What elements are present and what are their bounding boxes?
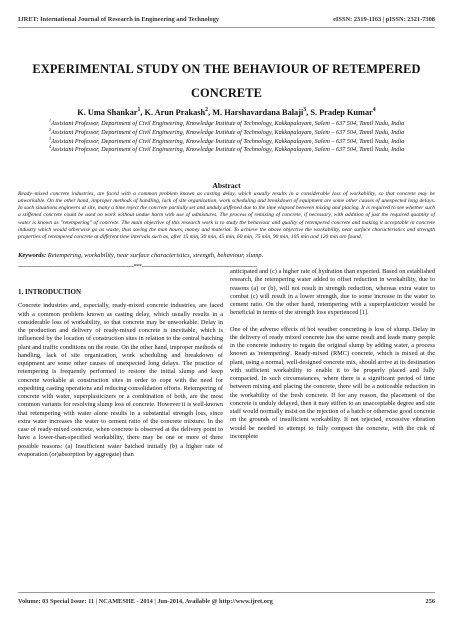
author-affiliation-marker: 1 [137, 107, 141, 114]
page-header [18, 16, 435, 23]
left-column [18, 288, 223, 467]
body-paragraph: anticipated and (c) a higher rate of hydration than expected. Based on established research, the retempering water added to offset reduction in workability, due to reasons (a) or (b), will not result in strength reduction, whereas extra water to combat (c) will result in a lower strength, due to some increase in the water to cement ratio. On the other hand, retempering with a superplasticizer would be beneficial in terms of the strength loss experienced [1]. [230, 268, 435, 317]
author-separator: , [140, 108, 145, 117]
abstract-heading: Abstract [212, 181, 241, 190]
section-separator: --------------------------------------------------------------------***-------------------------------------------------------------------- [18, 264, 258, 270]
author-list [18, 108, 435, 117]
author-name: K. Arun Prakash [144, 108, 206, 117]
keywords [18, 252, 435, 259]
author-affiliation-marker: 2 [205, 107, 209, 114]
author-separator: , [306, 108, 311, 117]
author-affiliation-marker: 4 [372, 107, 376, 114]
affiliation [24, 135, 429, 146]
volume-info: Volume: 03 Special Issue: 11 | NCAMESHE - 2014 | Jun-2014, Available @ http://www.ijret.org [18, 598, 273, 605]
author-separator: , [208, 108, 213, 117]
affiliation-text: Assistant Professor, Department of Civil Engineering, Knowledge Institute of Technology, Kakkapalayam, Salem – 637 504, Tamil Nadu, India [50, 120, 405, 127]
affiliation [24, 117, 429, 128]
issn: eISSN: 2319-1163 | pISSN: 2321-7308 [333, 16, 435, 23]
affiliation-marker: 3 [48, 135, 51, 141]
header-divider [18, 27, 435, 28]
author-name: K. Uma Shankar [77, 108, 138, 117]
body-paragraph: Concrete industries and, especially, ready-mixed concrete industries, are faced with a common problem known as casting delay, which usually results in a considerable loss of workability, so that concrete may be unworkable. Delay in the production and delivery of ready-mixed concrete is inevitable, which is influenced by the location of construction sites in relation to the central batching plant and traffic conditions on the route. On the other hand, improper methods of handling, lack of site organization, work scheduling and breakdown of equipment are some other causes of unexpected long delays. The practice of retempering is frequently performed to restore the initial slump and keep concrete workable at construction sites in order to cope with the need for expediting casting operations and reducing consolidation efforts. Retempering of concrete with water, superplasticizers or a combination of both, are the most common variants for resolving slump loss of concrete. However it is well-known that retempering with water alone results in a substantial strength loss, since extra water increases the water to cement ratio of the concrete mixture. In the case of ready-mixed concrete, when concrete is observed at the delivery point to have a lower-than-specified workability, there may be one or more of three possible reasons: (a) Insufficient water batched initially (b) a higher rate of evaporation (or)absorption by aggregate) than [18, 302, 223, 458]
paper-title: EXPERIMENTAL STUDY ON THE BEHAVIOUR OF RETEMPERED CONCRETE [32, 62, 421, 100]
abstract-text: Ready–mixed concrete industries, are faced with a common problem known as casting delay, which usually results in a considerable loss of workability, so that concrete may be unworkable. On the other hand, improper methods of handling, lack of site organization, work scheduling and breakdown of equipment are some other causes of unexpected long delays. In such situations engineers at site, many a time reject the concrete partially set and unduly stiffened due to the time elapsed between mixing and placing. It is required to see whether such a stiffened concrete could be used on work without undue harm with use of admixtures. The process of remixing of concrete, if necessary, with addition of just the required quantity of water is known as "retempering" of concrete. The main objective of this research work is to study the behaviour and quality of retempered concrete and making it acceptable in concrete industry which would otherwise go as waste, thus saving the man hours, money and material. To achieve the above objective the workability, near surface characteristics and strength properties of retempered concrete at different time intervals such as, after 15 min, 30 min, 45 min, 60 min, 75 min, 90 min, 105 min and 120 min are found. [18, 191, 435, 240]
author-name: S. Pradep Kumar [310, 108, 373, 117]
keywords-text: Retempering, workability, near surface characteristics, strength, behaviour, slump. [46, 252, 264, 259]
affiliation-marker: 2 [48, 126, 51, 132]
author-name: M. Harshavardana Balaji [212, 108, 304, 117]
author-affiliation-marker: 3 [303, 107, 307, 114]
page-number: 256 [425, 598, 435, 605]
footer-divider [18, 592, 435, 593]
keywords-label: Keywords: [18, 252, 47, 259]
affiliation-list [24, 117, 429, 155]
affiliation [24, 146, 429, 154]
affiliation-text: Assistant Professor, Department of Civil Engineering, Knowledge Institute of Technology, Kakkapalayam, Salem – 637 504, Tamil Nadu, India [50, 137, 405, 145]
affiliation-text: Assistant Professor, Department of Civil Engineering, Knowledge Institute of Technology, Kakkapalayam, Salem – 637 504, Tamil Nadu, India [50, 146, 405, 154]
page-footer [18, 598, 435, 605]
body-paragraph: One of the adverse effects of hot weather concreting is loss of slump. Delay in the delivery of ready mixed concrete has the same result and leads many people in the concrete industry to regain the original slump by adding water, a process known as 'retempering'. Ready-mixed (RMC) concrete, which is mixed at the plant, using a normal, well-designed concrete mix, should arrive at its destination with sufficient workability to enable it to be properly placed and fully compacted. In such circumstances, where there is a significant period of time between mixing and placing the concrete, there will be a noticeable reduction in the workability of the fresh concrete. If for any reason, the placement of the concrete is unduly delayed, then it may stiffen to an unacceptable degree and site staff would normally insist on the rejection of a batch or otherwise good concrete on the grounds of insufficient workability. If not rejected, excessive vibration would be needed to attempt to fully compact the concrete, with the risk of incomplete [230, 325, 435, 440]
journal-name: IJRET: International Journal of Research in Engineering and Technology [18, 16, 220, 23]
affiliation-marker: 4 [48, 144, 51, 150]
affiliation-marker: 1 [48, 117, 51, 123]
affiliation-text: Assistant Professor, Department of Civil Engineering, Knowledge Institute of Technology, Kakkapalayam, Salem – 637 504, Tamil Nadu, India [50, 128, 405, 136]
right-column [230, 268, 435, 449]
section-heading: 1. INTRODUCTION [18, 288, 82, 296]
affiliation [24, 126, 429, 137]
